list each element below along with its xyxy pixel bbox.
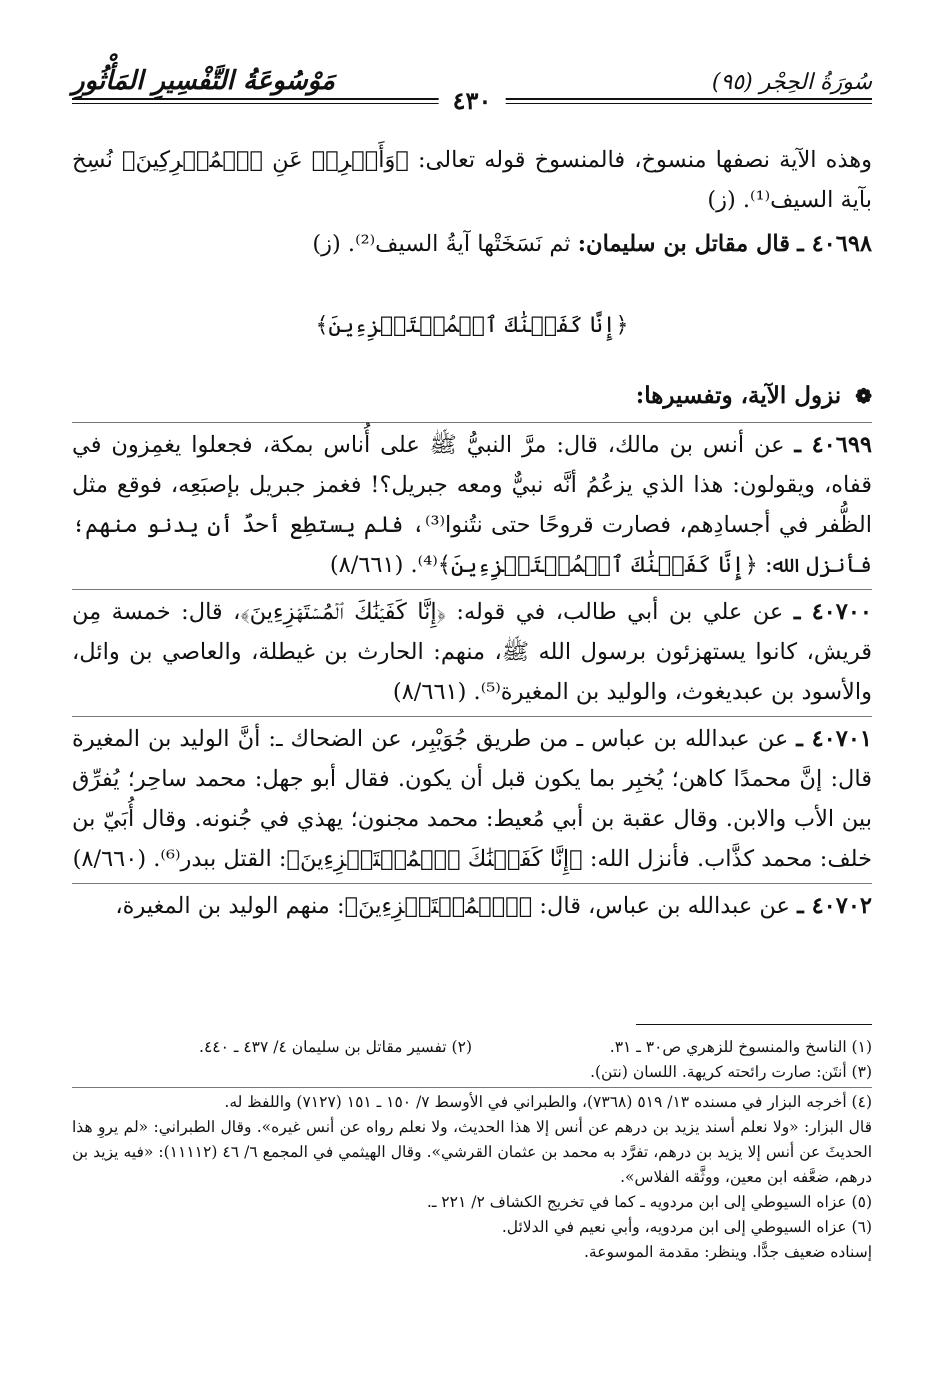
paragraph-divider — [72, 883, 872, 884]
main-text — [72, 140, 872, 930]
narration-number: ٤٠٧٠٢ ـ — [797, 893, 872, 919]
narrator: قال مقاتل بن سليمان: — [577, 231, 790, 257]
footnote-4: (٤) أخرجه البزار في مسنده ١٣/ ٥١٩ (٧٣٦٨)، والطبراني في الأوسط ٧/ ١٥٠ ـ ١٥١ (٧١٢٧) واللفظ له. — [224, 1093, 872, 1111]
footnote-2: (٢) تفسير مقاتل بن سليمان ٤/ ٤٣٧ ـ ٤٤٠. — [199, 1038, 472, 1056]
paragraph-divider — [72, 716, 872, 717]
narration-number: ٤٠٧٠٠ ـ — [793, 599, 872, 625]
footnote-row — [72, 1035, 872, 1060]
book-title: مَوْسُوعَةُ التَّفْسِيرِ المَأْثُورِ — [72, 66, 335, 96]
narration-40699 — [72, 425, 872, 585]
paragraph-intro: وهذه الآية نصفها منسوخ، فالمنسوخ قوله تعالى: ﴿وَأَعۡرِضۡ عَنِ ٱلۡمُشۡرِكِينَ﴾ نُسِخ بآية السيف⁽¹⁾. (ز) — [72, 147, 872, 213]
narration-text: عن أنس بن مالك، قال: مرَّ النبيُّ ﷺ على أُناس بمكة، فجعلوا يغمِزون في قفاه، ويقولون: هذا الذي يزعُمُ أنَّه نبيٌّ ومعه جبريل؟! فغمز جبريل بإصبَعِه، فوقع مثل الظُّفر في أجسادِهم، فصارت قروحًا حتى نتُنوا⁽³⁾، فلم يستطِع أحدٌ أن يدنو منهم؛ فأنزل الله: ﴿إِنَّا كَفَيۡنَٰكَ ٱلۡمُسۡتَهۡزِءِينَ﴾⁽⁴⁾. (٨/٦٦١) — [72, 432, 872, 578]
paragraph-divider — [72, 422, 872, 423]
section-heading — [72, 376, 872, 416]
running-head — [72, 62, 872, 120]
surah-title: سُورَةُ الحِجْر (٩٥) — [711, 70, 872, 95]
footnote-divider — [72, 1087, 872, 1088]
narration-text: ثم نَسَخَتْها آيةُ السيف⁽²⁾. (ز) — [312, 231, 571, 257]
footnote-3: (٣) أنتَن: صارت رائحته كريهة. اللسان (نتن). — [590, 1063, 872, 1081]
flower-icon: ❁ — [855, 384, 872, 408]
narration-text: عن علي بن أبي طالب، في قوله: ﴿إِنَّا كَفَيۡنَٰكَ ٱلۡمُسۡتَهۡزِءِينَ﴾، قال: خمسة مِن قريش، كانوا يستهزئون برسول الله ﷺ، منهم: الحارث بن غيطلة، والعاصي بن وائل، والأسود بن عبديغوث، والوليد بن المغيرة⁽⁵⁾. (٨/٦٦١) — [72, 599, 872, 705]
narration-text: عن عبدالله بن عباس ـ من طريق جُوَيْبِر، عن الضحاك ـ: أنَّ الوليد بن المغيرة قال: إنَّ محمدًا كاهن؛ يُخبِر بما يكون قبل أن يكون. فقال أبو جهل: محمد ساحِر؛ يُفرِّق بين الأب والابن. وقال عقبة بن أبي مُعيط: محمد مجنون؛ يهذي في جُنونه. وقال أُبَيّ بن خلف: محمد كذَّاب. فأنزل الله: ﴿إِنَّا كَفَيۡنَٰكَ ٱلۡمُسۡتَهۡزِءِينَ﴾: القتل ببدر⁽⁶⁾. (٨/٦٦٠) — [72, 726, 872, 872]
quran-verse: ﴿إِنَّا كَفَيۡنَٰكَ ٱلۡمُسۡتَهۡزِءِينَ﴾ — [315, 313, 629, 338]
footnote-4-comment: قال البزار: «ولا نعلم أسند يزيد بن درهم عن أنس إلا هذا الحديث، ولا نعلم رواه عن أنس غيره». وقال الطبراني: «لم يروِ هذا الحديثَ عن أنس إلا يزيد بن درهم، تفرَّد به محمد بن عثمان القرشي». وقال الهيثمي في المجمع ٦/ ٤٦ (١١١١٢): «فيه يزيد بن درهم، ضعَّفه ابن معين، ووثَّقه الفلاس». — [72, 1118, 873, 1186]
narration-number: ٤٠٦٩٩ ـ — [794, 432, 873, 458]
narration-number: ٤٠٧٠١ ـ — [796, 726, 872, 752]
footnote-6-comment: إسناده ضعيف جدًّا. وينظر: مقدمة الموسوعة. — [584, 1243, 872, 1261]
narration-number: ٤٠٦٩٨ ـ — [797, 231, 872, 257]
paragraph-divider — [72, 589, 872, 590]
page-number: ٤٣٠ — [439, 86, 506, 115]
footnote-6: (٦) عزاه السيوطي إلى ابن مردويه، وأبي نعيم في الدلائل. — [501, 1218, 872, 1236]
narration-40702 — [72, 886, 872, 926]
footnote-rule — [636, 1024, 872, 1025]
narration-40698 — [72, 224, 872, 264]
footnote-1: (١) الناسخ والمنسوخ للزهري ص٣٠ ـ ٣١. — [609, 1038, 872, 1056]
footnote-5: (٥) عزاه السيوطي إلى ابن مردويه ـ كما في تخريج الكشاف ٢/ ٢٢١ ـ. — [426, 1193, 872, 1211]
section-heading-text: نزول الآية، وتفسيرها: — [635, 382, 842, 409]
footnotes — [72, 1024, 872, 1265]
narration-40700 — [72, 592, 872, 712]
narration-40701 — [72, 719, 872, 879]
narration-text: عن عبدالله بن عباس، قال: ﴿ٱلۡمُسۡتَهۡزِءِينَ﴾: منهم الوليد بن المغيرة، — [115, 893, 790, 919]
